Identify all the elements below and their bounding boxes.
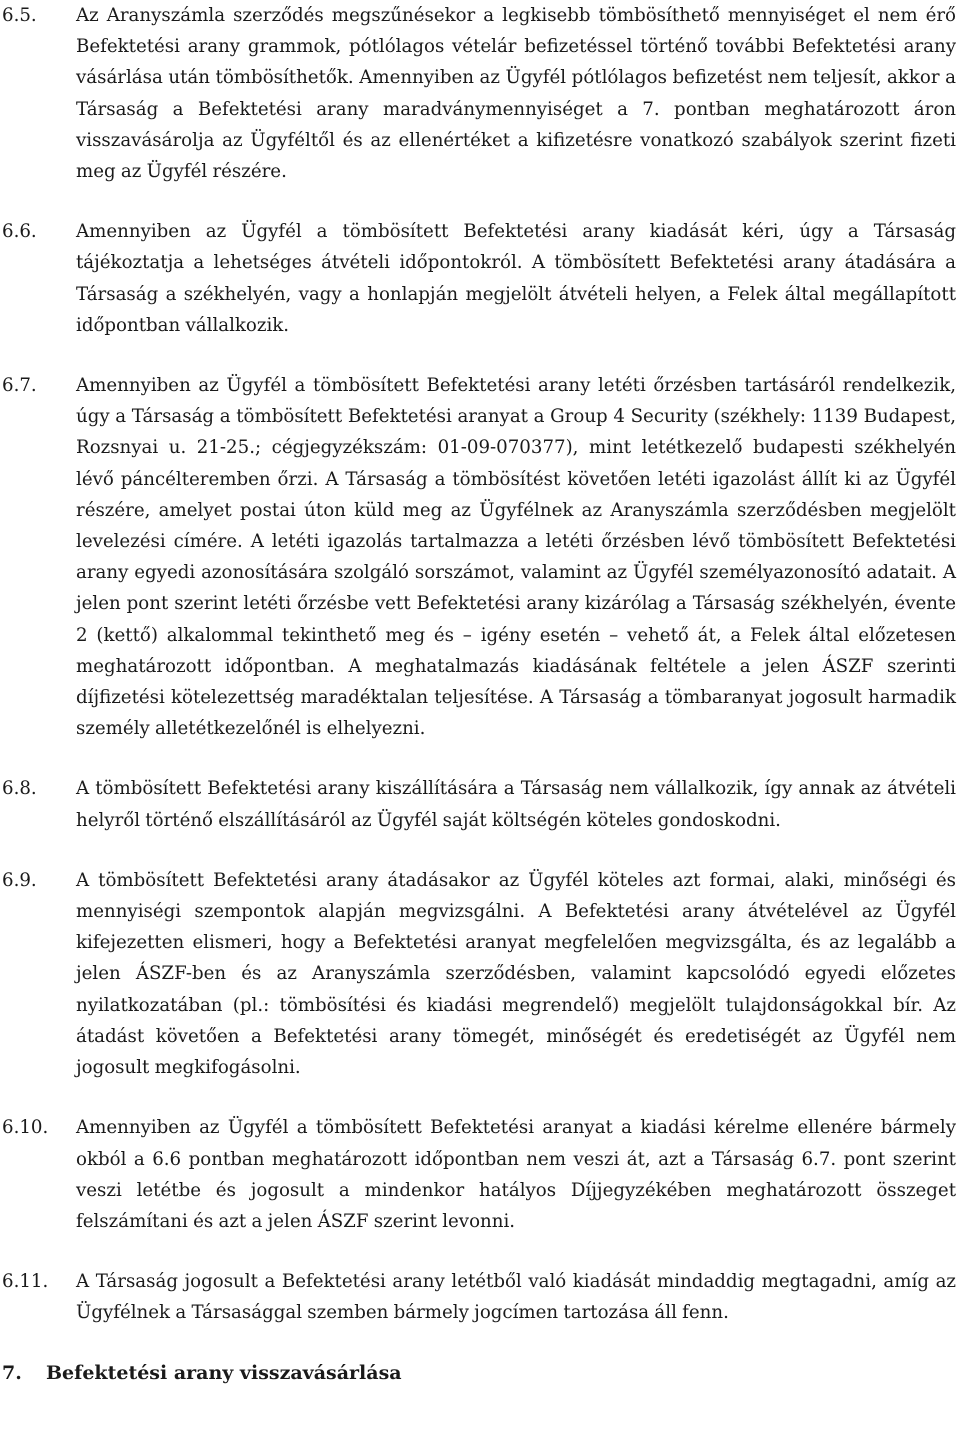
section-text: A tömbösített Befektetési arany kiszállítására a Társaság nem vállalkozik, így annak az átvételi helyről történő elszállításáról az Ügyfél saját költségén köteles gondoskodni. bbox=[76, 778, 956, 831]
section-text: Amennyiben az Ügyfél a tömbösített Befektetési aranyat a kiadási kérelme ellenére bármely okból a 6.6 pontban meghatározott időpontban nem veszi át, azt a Társaság 6.7. pont szerint veszi letétbe és jogosult a mindenkor hatályos Díjjegyzékében meghatározott összeget felszámítani és azt a jelen ÁSZF szerint levonni. bbox=[76, 1117, 956, 1232]
section-text: Az Aranyszámla szerződés megszűnésekor a legkisebb tömbösíthető mennyiséget el nem érő Befektetési arany grammok, pótlólagos vételár befizetéssel történő további Befektetési arany vásárlása után tömbösíthetők. Amennyiben az Ügyfél pótlólagos befizetést nem teljesít, akkor a Társaság a Befektetési arany maradványmennyiséget a 7. pontban meghatározott áron visszavásárolja az Ügyféltől és az ellenértéket a kifizetésre vonatkozó szabályok szerint fizeti meg az Ügyfél részére. bbox=[76, 5, 956, 183]
section-6-11 bbox=[2, 1266, 956, 1328]
section-number: 6.11. bbox=[2, 1271, 49, 1293]
section-6-9 bbox=[2, 865, 956, 1083]
section-6-7 bbox=[2, 370, 956, 744]
section-number: 6.5. bbox=[2, 5, 37, 26]
section-heading-7 bbox=[2, 1358, 956, 1389]
section-number: 6.8. bbox=[2, 778, 37, 800]
section-number: 6.7. bbox=[2, 375, 37, 397]
section-text: A tömbösített Befektetési arany átadásakor az Ügyfél köteles azt formai, alaki, minőségi és mennyiségi szempontok alapján megvizsgálni. A Befektetési arany átvételével az Ügyfél kifejezetten elismeri, hogy a Befektetési aranyat megfelelően megvizsgálta, és az legalább a jelen ÁSZF-ben és az Aranyszámla szerződésben, valamint kapcsolódó egyedi előzetes nyilatkozatában (pl.: tömbösítési és kiadási megrendelő) megjelölt tulajdonságokkal bír. Az átadást követően a Befektetési arany tömegét, minőségét és eredetiségét az Ügyfél nem jogosult megkifogásolni. bbox=[76, 869, 956, 1079]
section-text: A Társaság jogosult a Befektetési arany letétből való kiadását mindaddig megtagadni, amíg az Ügyfélnek a Társasággal szemben bármely jogcímen tartozása áll fenn. bbox=[76, 1271, 956, 1324]
section-number: 6.6. bbox=[2, 221, 37, 243]
section-number: 6.9. bbox=[2, 869, 37, 891]
section-6-5 bbox=[2, 0, 956, 187]
heading-title: Befektetési arany visszavásárlása bbox=[46, 1361, 402, 1384]
section-number: 6.10. bbox=[2, 1117, 49, 1139]
section-6-10 bbox=[2, 1112, 956, 1237]
heading-number: 7. bbox=[2, 1361, 22, 1384]
section-6-6 bbox=[2, 216, 956, 341]
section-6-8 bbox=[2, 773, 956, 835]
section-text: Amennyiben az Ügyfél a tömbösített Befektetési arany kiadását kéri, úgy a Társaság tájékoztatja a lehetséges átvételi időpontokról. A tömbösített Befektetési arany átadására a Társaság a székhelyén, vagy a honlapján megjelölt átvételi helyen, a Felek által megállapított időpontban vállalkozik. bbox=[76, 221, 956, 336]
section-text: Amennyiben az Ügyfél a tömbösített Befektetési arany letéti őrzésben tartásáról rendelkezik, úgy a Társaság a tömbösített Befektetési aranyat a Group 4 Security (székhely: 1139 Budapest, Rozsnyai u. 21-25.; cégjegyzékszám: 01-09-070377), mint letétkezelő budapesti székhelyén lévő páncélteremben őrzi. A Társaság a tömbösítést követően letéti igazolást állít ki az Ügyfél részére, amelyet postai úton küld meg az Ügyfélnek az Aranyszámla szerződésben megjelölt levelezési címére. A letéti igazolás tartalmazza a letéti őrzésben lévő tömbösített Befektetési arany egyedi azonosítására szolgáló sorszámot, valamint az Ügyfél személyazonosító adatait. A jelen pont szerint letéti őrzésbe vett Befektetési arany kizárólag a Társaság székhelyén, évente 2 (kettő) alkalommal tekinthető meg és – igény esetén – vehető át, a Felek által előzetesen meghatározott időpontban. A meghatalmazás kiadásának feltétele a jelen ÁSZF szerinti díjfizetési kötelezettség maradéktalan teljesítése. A Társaság a tömbaranyat jogosult harmadik személy alletétkezelőnél is elhelyezni. bbox=[76, 375, 956, 740]
